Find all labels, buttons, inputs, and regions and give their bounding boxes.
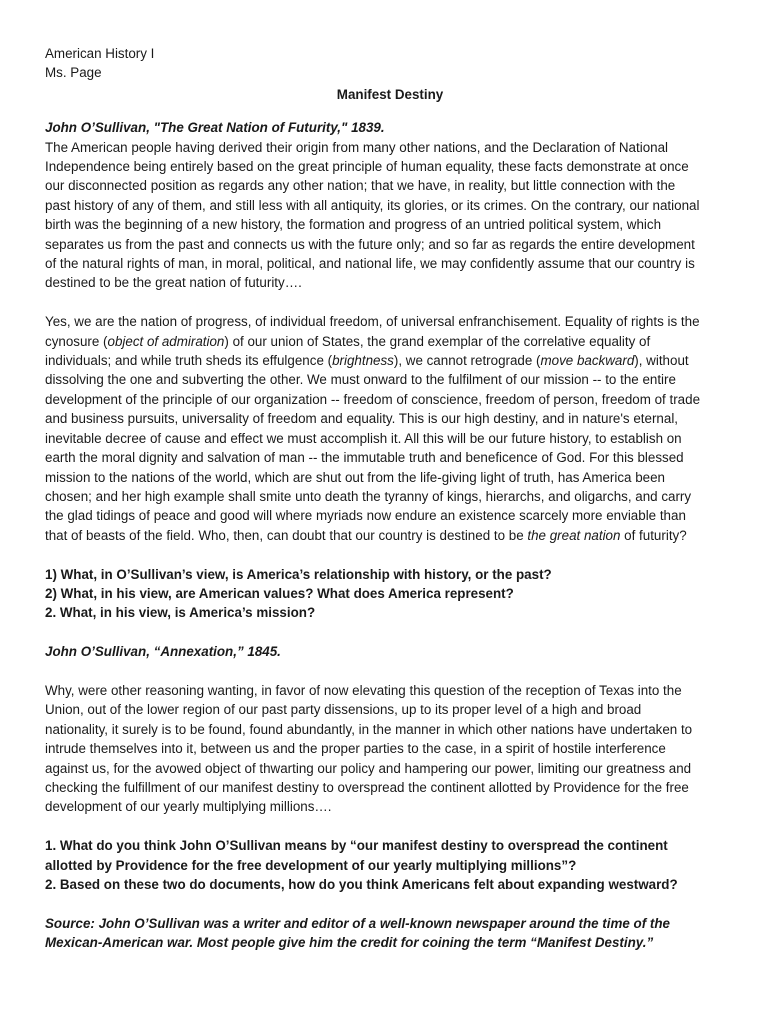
text-line: cynosure (object of admiration) of our union of States, the grand exemplar of the correlative equality of	[45, 333, 651, 349]
source-note	[45, 914, 735, 953]
text-line: our disconnected position as regards any other nation; that we have, in reality, but little connection with the	[45, 178, 676, 194]
text-line: separates us from the past and connects us with the future only; and so far as regards the entire development	[45, 236, 695, 252]
text-line: against us, for the avowed object of thwarting our policy and hampering our power, limiting our greatness and	[45, 760, 692, 776]
gloss-text: object of admiration	[107, 333, 225, 349]
text-line: the glad tidings of peace and good will where myriads now endure an existence scarcely more enviable than	[45, 508, 686, 524]
question: 1) What, in O’Sullivan’s view, is America’s relationship with history, or the past?	[45, 566, 552, 582]
text-line: mission to the nations of the world, which are shut out from the life-giving light of truth, has America been	[45, 469, 666, 485]
document-page	[45, 44, 735, 953]
text-line: chosen; and her high example shall smite unto death the tyranny of kings, hierarchs, and oligarchs, and carry	[45, 488, 692, 504]
question: 2. Based on these two do documents, how do you think Americans felt about expanding westward?	[45, 876, 678, 892]
course-name: American History I	[45, 46, 155, 61]
question: allotted by Providence for the free development of our yearly multiplying millions”?	[45, 857, 577, 873]
text-line: The American people having derived their origin from many other nations, and the Declaration of National	[45, 139, 669, 155]
doc1-paragraph-1	[45, 138, 735, 293]
text-line: intrude themselves into it, between us and the proper parties to the case, in a spirit of hostile interference	[45, 741, 666, 757]
questions-set-2	[45, 836, 735, 894]
page-title: Manifest Destiny	[336, 86, 444, 102]
questions-set-1	[45, 565, 735, 623]
text-line: Why, were other reasoning wanting, in favor of now elevating this question of the reception of Texas into the	[45, 682, 682, 698]
text-line: nationality, it surely is to be found, found abundantly, in the manner in which other nations have undertaken to	[45, 721, 693, 737]
gloss-text: brightness	[332, 353, 394, 369]
text-line: past history of any of them, and still less with all antiquity, its glories, or its crimes. On the contrary, our national	[45, 197, 700, 213]
text-line: birth was the beginning of a new history, the formation and progress of an untried political system, which	[45, 217, 662, 233]
question: 2. What, in his view, is America’s mission?	[45, 605, 316, 621]
teacher-name: Ms. Page	[45, 65, 102, 81]
text-line: and business pursuits, universality of freedom and equality. This is our high destiny, and in nature's eternal,	[45, 411, 679, 427]
question: 1. What do you think John O’Sullivan means by “our manifest destiny to overspread the continent	[45, 838, 668, 854]
text-line: of the natural rights of man, in moral, political, and national life, we may confidently assume that our country is	[45, 256, 695, 272]
text-line: that of beasts of the field. Who, then, can doubt that our country is destined to be the great nation of futurity?	[45, 527, 687, 543]
doc1-heading: John O’Sullivan, "The Great Nation of Futurity," 1839.	[45, 120, 385, 136]
doc1-paragraph-2	[45, 312, 735, 545]
text-line: earth the moral dignity and salvation of man -- the immutable truth and beneficence of God. For this blessed	[45, 450, 684, 466]
text-line: development of our yearly multiplying millions….	[45, 799, 332, 815]
text-line: development of the principle of our organization -- freedom of conscience, freedom of person, freedom of trade	[45, 391, 701, 407]
doc2-heading: John O’Sullivan, “Annexation,” 1845.	[45, 644, 281, 660]
question: 2) What, in his view, are American values? What does America represent?	[45, 585, 514, 601]
text-line: dissolving the one and subverting the other. We must onward to the fulfilment of our mission -- to the entire	[45, 372, 676, 388]
source-line: Mexican-American war. Most people give him the credit for coining the term “Manifest Destiny.”	[45, 935, 654, 951]
text-line: inevitable decree of cause and effect we must accomplish it. All this will be our future history, to establish on	[45, 430, 682, 446]
gloss-text: move backward	[540, 353, 635, 369]
text-line: destined to be the great nation of futurity….	[45, 275, 302, 291]
emphasis-text: the great nation	[527, 527, 621, 543]
text-line: Yes, we are the nation of progress, of individual freedom, of universal enfranchisement. Equality of rights is the	[45, 314, 700, 330]
text-line: Union, out of the lower region of our past party dissensions, up to its proper level of a high and broad	[45, 702, 642, 718]
text-line: individuals; and while truth sheds its effulgence (brightness), we cannot retrograde (move backward), without	[45, 353, 689, 369]
text-line: checking the fulfillment of our manifest destiny to overspread the continent allotted by Providence for the free	[45, 779, 689, 795]
text-line: Independence being entirely based on the great principle of human equality, these facts demonstrate at once	[45, 159, 689, 175]
source-line: Source: John O’Sullivan was a writer and editor of a well-known newspaper around the time of the	[45, 915, 670, 931]
doc2-paragraph-1	[45, 681, 735, 817]
